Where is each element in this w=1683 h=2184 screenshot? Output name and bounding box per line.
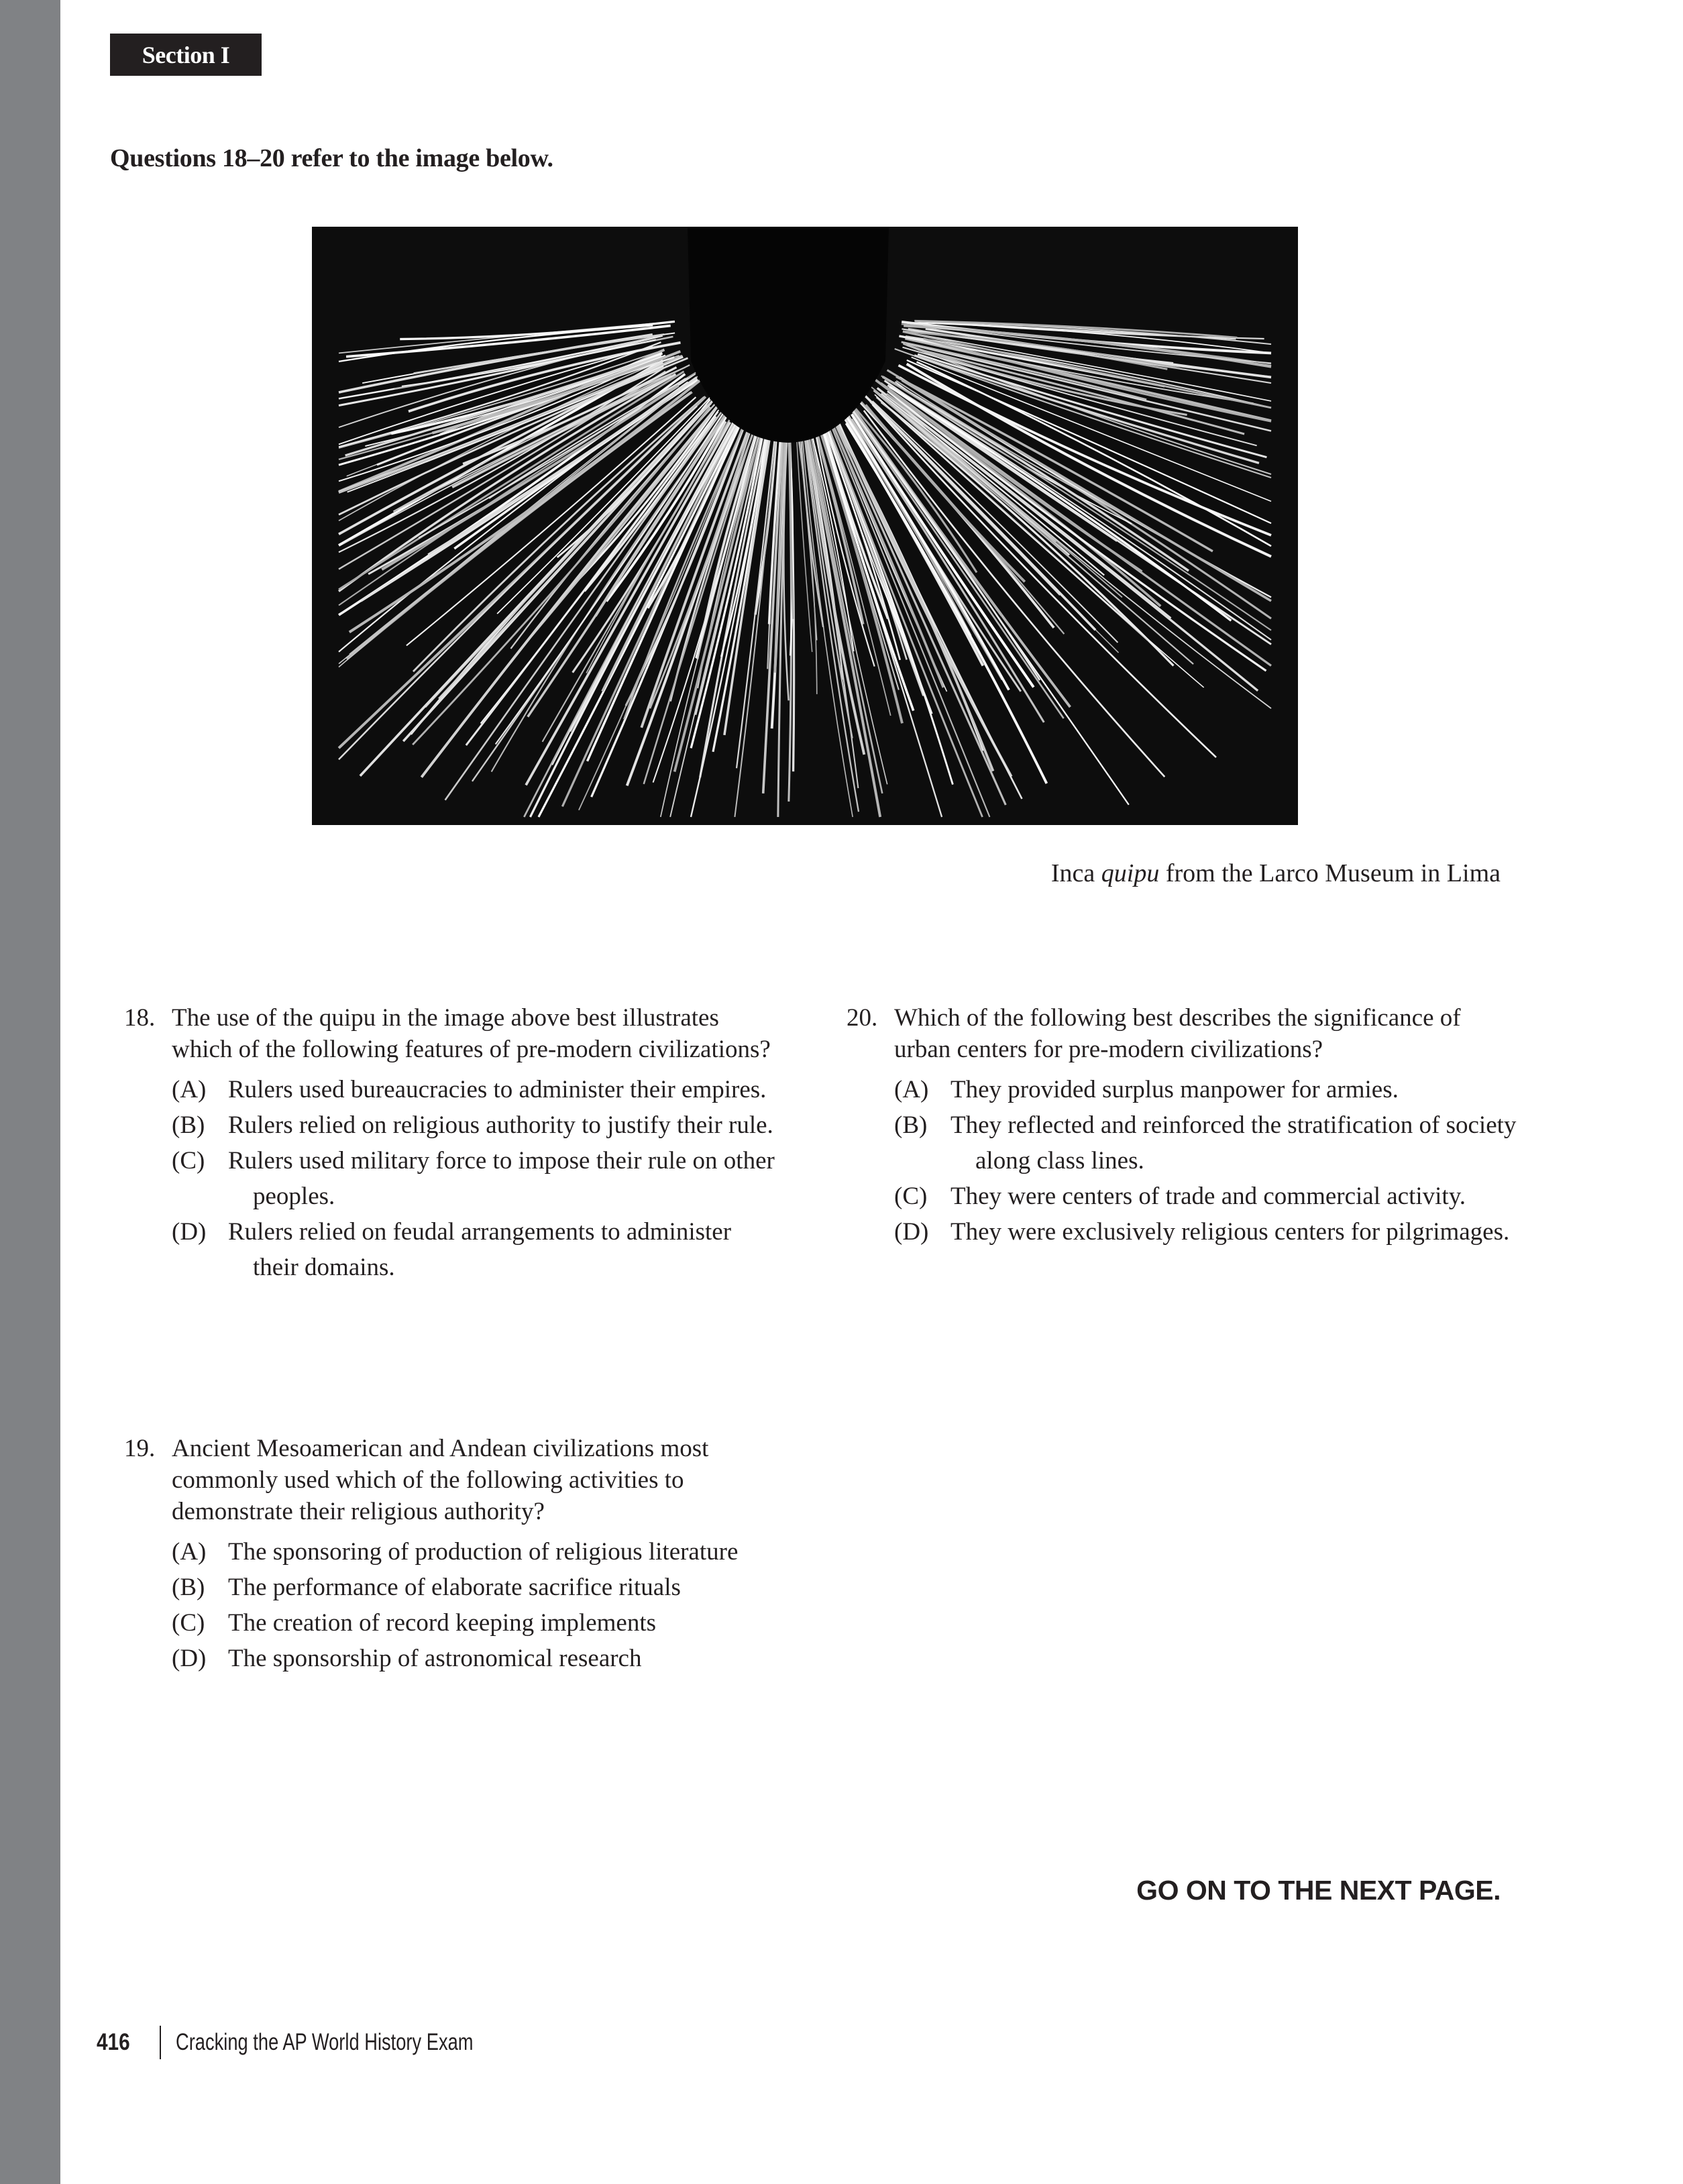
choice-letter: (B): [894, 1111, 928, 1139]
choice-d[interactable]: [894, 1214, 1532, 1250]
question-stem: Which of the following best describes the significance of urban centers for pre-modern civilizations?: [894, 1004, 1461, 1063]
choice-letter: (D): [894, 1218, 929, 1246]
caption-italic: quipu: [1101, 859, 1160, 887]
choice-letter: (B): [172, 1574, 205, 1601]
choice-a[interactable]: [894, 1072, 1532, 1107]
choice-text: Rulers used bureaucracies to administer their empires.: [228, 1076, 767, 1103]
answer-choices: [894, 1072, 1532, 1250]
choice-a[interactable]: [172, 1534, 857, 1570]
choice-b[interactable]: [894, 1107, 1532, 1179]
choice-b[interactable]: [172, 1107, 783, 1143]
choice-b[interactable]: [172, 1570, 857, 1605]
quipu-photo: [312, 227, 1298, 825]
choice-letter: (D): [172, 1645, 207, 1672]
choice-text: They provided surplus manpower for armies.: [951, 1076, 1399, 1103]
choice-text: Rulers relied on religious authority to justify their rule.: [228, 1111, 773, 1139]
choice-letter: (C): [172, 1609, 205, 1637]
question-19: [124, 1433, 857, 1676]
choice-text: The creation of record keeping implements: [228, 1609, 656, 1637]
choice-a[interactable]: [172, 1072, 783, 1107]
choice-text: The sponsoring of production of religious literature: [228, 1538, 739, 1566]
questions-heading: Questions 18–20 refer to the image below.: [110, 144, 553, 172]
go-on-notice: GO ON TO THE NEXT PAGE.: [1136, 1875, 1501, 1906]
caption-text: Inca: [1050, 859, 1101, 887]
choice-letter: (A): [172, 1538, 207, 1566]
page-number: 416: [97, 2029, 130, 2055]
choice-letter: (D): [172, 1218, 207, 1246]
figure-caption: [1051, 859, 1501, 888]
choice-text: The performance of elaborate sacrifice rituals: [228, 1574, 681, 1601]
answer-choices: [172, 1072, 783, 1285]
choice-text: They were centers of trade and commercial activity.: [951, 1183, 1466, 1210]
answer-choices: [172, 1534, 857, 1676]
page-footer: [97, 2026, 557, 2059]
choice-text: They were exclusively religious centers for pilgrimages.: [951, 1218, 1510, 1246]
question-stem: Ancient Mesoamerican and Andean civilizations most commonly used which of the following activities to demonstrate their religious authority?: [172, 1435, 709, 1525]
choice-d[interactable]: [172, 1641, 857, 1676]
choice-text: Rulers used military force to impose their rule on other peoples.: [228, 1147, 775, 1210]
choice-text: Rulers relied on feudal arrangements to administer their domains.: [228, 1218, 732, 1281]
choice-d[interactable]: [172, 1214, 783, 1285]
choice-text: The sponsorship of astronomical research: [228, 1645, 642, 1672]
book-title: Cracking the AP World History Exam: [176, 2029, 474, 2055]
footer-divider: [160, 2026, 161, 2059]
question-number: 20.: [847, 1004, 878, 1032]
choice-text: They reflected and reinforced the stratification of society along class lines.: [951, 1111, 1517, 1175]
choice-letter: (C): [894, 1183, 928, 1210]
question-number: 19.: [124, 1435, 156, 1462]
question-stem: The use of the quipu in the image above best illustrates which of the following features of pre-modern civilizations?: [172, 1004, 771, 1063]
quipu-image: [312, 227, 1298, 825]
question-20: [847, 1002, 1532, 1250]
choice-letter: (B): [172, 1111, 205, 1139]
choice-c[interactable]: [172, 1143, 783, 1214]
choice-c[interactable]: [894, 1179, 1532, 1214]
choice-letter: (A): [172, 1076, 207, 1103]
question-number: 18.: [124, 1004, 156, 1032]
question-18: [124, 1002, 783, 1285]
choice-letter: (A): [894, 1076, 929, 1103]
section-label: Section I: [110, 34, 262, 76]
choice-c[interactable]: [172, 1605, 857, 1641]
page-edge-strip: [0, 0, 60, 2184]
caption-text-end: from the Larco Museum in Lima: [1159, 859, 1501, 887]
choice-letter: (C): [172, 1147, 205, 1175]
